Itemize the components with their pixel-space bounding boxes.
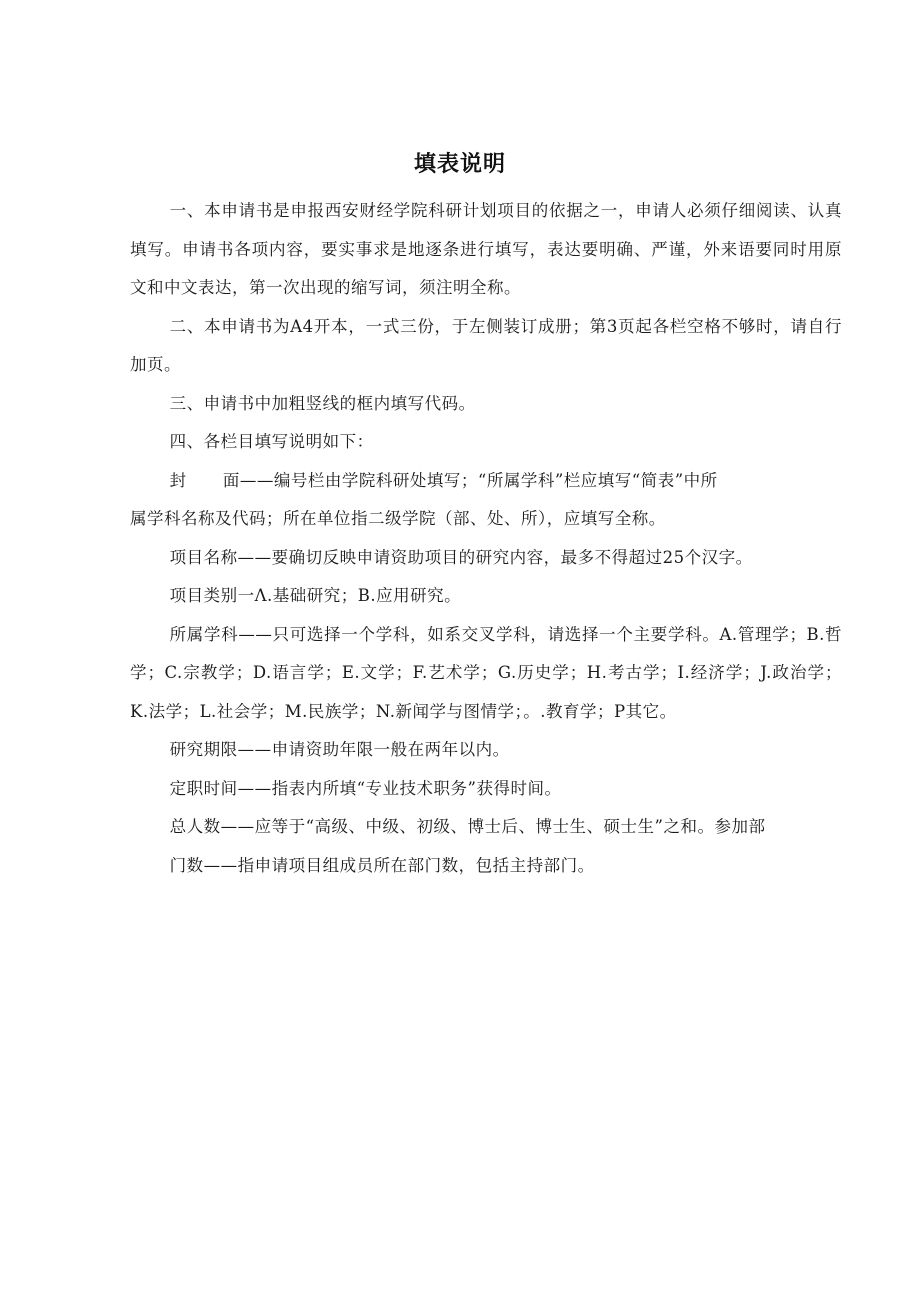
instructions-body: [130, 192, 842, 885]
paragraph-format: 二、本申请书为A4开本，一式三份，于左侧装订成册；第3页起各栏空格不够时，请自行加页。: [130, 316, 842, 374]
paragraph-project-name: 项目名称——要确切反映申请资助项目的研究内容，最多不得超过25个汉字。: [169, 547, 753, 567]
paragraph-cover-continued: 属学科名称及代码；所在单位指二级学院（部、处、所），应填写全称。: [130, 509, 666, 528]
paragraph-codes: 三、申请书中加粗竖线的框内填写代码。: [169, 393, 476, 413]
paragraph-project-category: 项目类别一Λ.基础研究；B.应用研究。: [169, 586, 462, 605]
cover-label-rest: 面——编号栏由学院科研处填写；“所属学科”栏应填写“简表”中所: [222, 470, 718, 490]
paragraph-title-date: 定职时间——指表内所填“专业技术职务”获得时间。: [169, 778, 562, 798]
paragraph-fields-intro: 四、各栏目填写说明如下：: [169, 432, 374, 451]
page-title: 填表说明: [413, 152, 506, 177]
paragraph-cover: [130, 462, 842, 501]
paragraph-departments: 门数——指申请项目组成员所在部门数，包括主持部门。: [169, 855, 595, 875]
paragraph-research-period: 研究期限——申请资助年限一般在两年以内。: [169, 740, 510, 759]
cover-label-start: 封: [169, 470, 187, 490]
paragraph-total-people: 总人数——应等于“高级、中级、初级、博士后、博士生、硕士生”之和。参加部: [169, 817, 766, 836]
paragraph-general: 一、本申请书是申报西安财经学院科研计划项目的依据之一，申请人必须仔细阅读、认真填写。申请书各项内容，要实事求是地逐条进行填写，表达要明确、严谨，外来语要同时用原文和中文表达，第一次出现的缩写词，须注明全称。: [130, 201, 842, 297]
paragraph-discipline: 所属学科——只可选择一个学科，如系交叉学科，请选择一个主要学科。A.管理学；B.哲学；C.宗教学；D.语言学；E.文学；F.艺术学；G.历史学；H.考古学；I.经济学；J.政治学；K.法学；L.社会学；M.民族学；N.新闻学与图情学；。.教育学；P其它。: [130, 624, 842, 721]
